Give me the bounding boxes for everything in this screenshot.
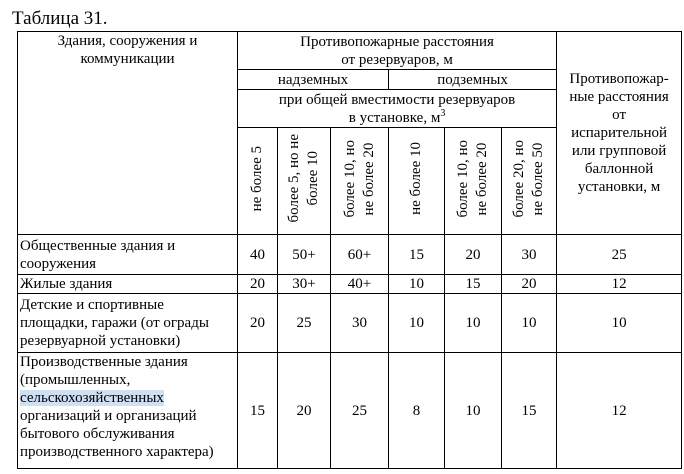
subheader-cell [238, 128, 278, 235]
row-label: Детские и спортивные площадки, гаражи (от ограды резервуарной установки) [18, 294, 238, 353]
header-underground: подземных [389, 70, 557, 90]
table-cell: 20 [445, 235, 502, 275]
header-row-1 [18, 32, 682, 70]
header-evaporator-line: баллонной [584, 161, 654, 177]
table-cell: 10 [557, 294, 682, 353]
table-cell: 10 [389, 294, 445, 353]
header-buildings [18, 32, 238, 235]
table-row [18, 275, 682, 294]
table-cell: 20 [238, 294, 278, 353]
subheader-label: более 20, но не более 50 [511, 139, 547, 218]
table-cell: 15 [502, 353, 557, 469]
table-cell: 15 [445, 275, 502, 294]
header-buildings-line: коммуникации [80, 51, 175, 67]
table-cell: 50+ [278, 235, 331, 275]
header-evaporator-line: установки, м [577, 179, 661, 195]
header-capacity-line [238, 109, 556, 127]
subheader-cell [445, 128, 502, 235]
table-cell: 12 [557, 353, 682, 469]
header-fire-distances-line: Противопожарные расстояния [300, 33, 494, 50]
row-label: Жилые здания [18, 275, 238, 294]
table-cell: 10 [445, 353, 502, 469]
row-label: Производственные здания (промышленных, сельскохозяйственных организаций и организаций бытового обслуживания производственного характера) [18, 353, 238, 469]
table-cell: 12 [557, 275, 682, 294]
table-row [18, 294, 682, 353]
table-cell: 20 [502, 275, 557, 294]
table-cell: 30+ [278, 275, 331, 294]
subheader-cell [389, 128, 445, 235]
row-label: Общественные здания и сооружения [18, 235, 238, 275]
subheader-label: не более 5 [249, 145, 265, 212]
table-row [18, 235, 682, 275]
table-cell: 30 [331, 294, 389, 353]
subheader-label: не более 10 [408, 142, 424, 215]
table-cell: 30 [502, 235, 557, 275]
table-cell: 20 [238, 275, 278, 294]
header-evaporator-line: испарительной [571, 125, 668, 141]
header-buildings-line: Здания, сооружения и [57, 33, 198, 49]
header-capacity-unit: в установке, м [348, 109, 441, 126]
subheader-cell [502, 128, 557, 235]
table-row [18, 353, 682, 469]
subheader-label: более 10, но не более 20 [455, 139, 490, 218]
header-evaporator-line: ные расстояния [569, 89, 669, 105]
header-capacity-line: при общей вместимости резервуаров [278, 91, 516, 108]
subheader-label: более 5, но не более 10 [286, 134, 321, 223]
table-cell: 15 [389, 235, 445, 275]
header-evaporator [557, 32, 682, 235]
header-evaporator-line: Противопожар- [569, 71, 669, 87]
table-cell: 8 [389, 353, 445, 469]
table-cell: 25 [557, 235, 682, 275]
table-cell: 60+ [331, 235, 389, 275]
header-evaporator-line: или групповой [571, 143, 667, 159]
table-cell: 40+ [331, 275, 389, 294]
header-capacity-superscript: 3 [440, 107, 446, 119]
header-above-ground: надземных [238, 70, 389, 90]
header-fire-distances [238, 32, 557, 70]
subheader-label: более 10, но не более 20 [341, 139, 377, 218]
table-cell: 10 [502, 294, 557, 353]
table-cell: 15 [238, 353, 278, 469]
header-capacity [238, 90, 557, 128]
highlighted-text[interactable]: сельскохозяйственных [20, 390, 164, 406]
subheader-cell [278, 128, 331, 235]
header-fire-distances-line: от резервуаров, м [341, 51, 453, 68]
table-cell: 40 [238, 235, 278, 275]
table-cell: 10 [445, 294, 502, 353]
subheader-cell [331, 128, 389, 235]
header-evaporator-line: от [612, 107, 626, 123]
fire-distance-table [17, 31, 682, 469]
table-cell: 25 [331, 353, 389, 469]
table-cell: 10 [389, 275, 445, 294]
table-caption: Таблица 31. [12, 8, 108, 29]
table-cell: 20 [278, 353, 331, 469]
table-cell: 25 [278, 294, 331, 353]
